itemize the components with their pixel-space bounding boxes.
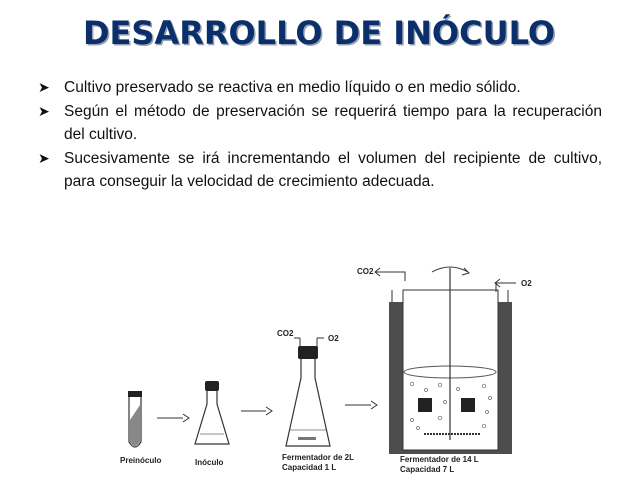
arrow-bullet-icon: ➤ (38, 149, 50, 166)
preinoculo-label: Preinóculo (120, 456, 162, 465)
flask-co2-label: CO2 (277, 329, 294, 338)
inoculo-label: Inóculo (195, 458, 224, 467)
fermenter-2l-label: Fermentador de 2L (282, 453, 355, 462)
arrow-icon (241, 407, 272, 415)
tank-co2-label: CO2 (357, 267, 374, 276)
bullet-text: Cultivo preservado se reactiva en medio líquido o en medio sólido. (64, 79, 521, 96)
arrow-icon (345, 401, 377, 409)
arrow-bullet-icon: ➤ (38, 102, 50, 119)
fermenter-2l-capacity-label: Capacidad 1 L (282, 463, 337, 472)
fermenter-14l-icon (357, 267, 532, 454)
arrow-icon (157, 414, 189, 422)
slide-title: DESARROLLO DE INÓCULO (82, 14, 556, 52)
bullet-text: Según el método de preservación se requerirá tiempo para la recuperación del cultivo. (64, 102, 602, 143)
fermenter-2l-icon (277, 329, 339, 446)
tank-o2-label: O2 (521, 279, 532, 288)
arrow-bullet-icon: ➤ (38, 79, 50, 95)
fermenter-14l-capacity-label: Capacidad 7 L (400, 465, 455, 474)
fermenter-14l-label: Fermentador de 14 L (400, 455, 479, 464)
test-tube-icon (128, 391, 142, 447)
small-flask-icon (195, 381, 229, 444)
bullet-text: Sucesivamente se irá incrementando el volumen del recipiente de cultivo, para conseguir la velocidad de crecimiento adecuada. (64, 149, 602, 190)
flask-o2-label: O2 (328, 334, 339, 343)
